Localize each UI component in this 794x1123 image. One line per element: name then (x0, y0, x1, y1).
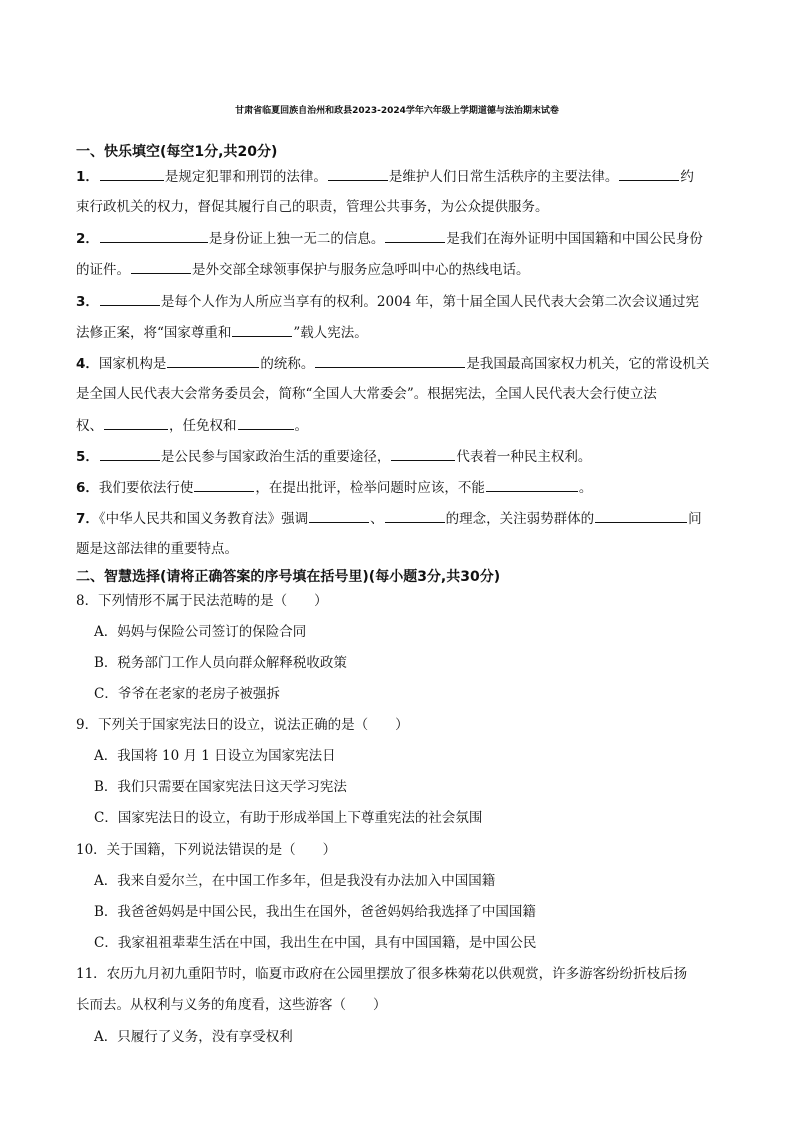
q8-option-c: C．爷爷在老家的老房子被强拆 (94, 686, 280, 702)
q1-text-a: 是规定犯罪和刑罚的法律。 (164, 169, 327, 185)
q3-text-a: 是每个人作为人所应当享有的权利。2004 年，第十届全国人民代表大会第二次会议通过宪 (160, 294, 700, 310)
q7-text-a: 《中华人民共和国义务教育法》强调 (98, 511, 309, 527)
q6-text-b: ，在提出批评，检举问题时应该，不能 (255, 480, 485, 496)
q2-text-d: 是外交部全球领事保护与服务应急呼叫中心的热线电话。 (192, 262, 530, 278)
q2-blank1 (100, 229, 208, 243)
q1-line2: 束行政机关的权力，督促其履行自己的职责，管理公共事务，为公众提供服务。 (76, 199, 549, 215)
q1-text-c: 约 (680, 169, 694, 185)
q6-line1 (76, 478, 592, 497)
q6-blank2 (486, 478, 578, 492)
q11-stem-line2: 长而去。从权利与义务的角度看，这些游客（ ） (76, 997, 387, 1013)
q7-text-d: 问 (688, 511, 702, 527)
q2-line2 (76, 260, 530, 279)
q4-text-a: 国家机构是 (98, 356, 167, 372)
q5-blank1 (100, 447, 160, 461)
q2-blank3 (131, 260, 191, 274)
q9-option-a: A．我国将 10 月 1 日设立为国家宪法日 (94, 748, 336, 764)
q4-line1 (76, 354, 709, 373)
q7-text-c: 的理念，关注弱势群体的 (445, 511, 595, 527)
q4-blank3 (104, 416, 168, 430)
q4-line2: 是全国人民代表大会常务委员会，简称“全国人大常委会”。根据宪法，全国人民代表大会行使立法 (76, 386, 657, 402)
q3-text-c: ”载人宪法。 (293, 325, 368, 341)
q5-line1 (76, 447, 591, 466)
q10-option-c: C．我家祖祖辈辈生活在中国，我出生在中国，具有中国国籍，是中国公民 (94, 935, 537, 951)
q4-blank1 (167, 354, 259, 368)
q10-stem: 10．关于国籍，下列说法错误的是（ ） (76, 842, 337, 858)
q6-number: 6． (76, 480, 99, 496)
q4-blank4 (238, 416, 294, 430)
q9-option-b: B．我们只需要在国家宪法日这天学习宪法 (94, 779, 347, 795)
q8-stem: 8．下列情形不属于民法范畴的是（ ） (76, 593, 328, 609)
q1-line1 (76, 167, 694, 186)
q4-text-b: 的统称。 (260, 356, 315, 372)
q4-text-c: 是我国最高国家权力机关，它的常设机关 (466, 356, 710, 372)
q2-number: 2． (76, 231, 99, 247)
q5-blank2 (391, 447, 455, 461)
q3-line1 (76, 292, 699, 311)
q7-blank3 (595, 509, 687, 523)
q1-text-b: 是维护人们日常生活秩序的主要法律。 (388, 169, 619, 185)
q5-text-a: 是公民参与国家政治生活的重要途径， (160, 449, 391, 465)
q7-blank2 (385, 509, 445, 523)
q7-number: 7． (76, 511, 99, 527)
q2-text-c: 的证件。 (76, 262, 130, 278)
q8-option-b: B．税务部门工作人员向群众解释税收政策 (94, 655, 347, 671)
q4-text-e: ，任免权和 (169, 418, 237, 434)
q1-blank2 (328, 167, 388, 181)
q3-blank2 (232, 323, 292, 337)
q1-blank1 (100, 167, 164, 181)
q7-blank1 (309, 509, 369, 523)
q9-stem: 9．下列关于国家宪法日的设立，说法正确的是（ ） (76, 717, 409, 733)
q5-text-b: 代表着一种民主权利。 (456, 449, 592, 465)
q4-blank2 (315, 354, 465, 368)
section2-heading: 二、智慧选择(请将正确答案的序号填在括号里)(每小题3分,共30分) (76, 569, 501, 585)
q7-text-b: 、 (370, 511, 384, 527)
q2-line1 (76, 229, 703, 248)
q3-text-b: 法修正案，将“国家尊重和 (76, 325, 232, 341)
q3-number: 3． (76, 294, 99, 310)
q9-option-c: C．国家宪法日的设立，有助于形成举国上下尊重宪法的社会氛围 (94, 810, 483, 826)
page-title: 甘肃省临夏回族自治州和政县2023-2024学年六年级上学期道德与法治期末试卷 (235, 106, 559, 116)
q4-text-f: 。 (294, 418, 308, 434)
q3-blank1 (100, 292, 160, 306)
q6-text-a: 我们要依法行使 (98, 480, 194, 496)
q2-blank2 (385, 229, 445, 243)
q3-line2 (76, 323, 368, 342)
q4-line3 (76, 416, 308, 435)
q7-line1 (76, 509, 702, 528)
q2-text-b: 是我们在海外证明中国国籍和中国公民身份 (446, 231, 703, 247)
q4-text-d: 权、 (76, 418, 103, 434)
q11-option-a: A．只履行了义务，没有享受权利 (94, 1029, 293, 1045)
q7-line2: 题是这部法律的重要特点。 (76, 541, 238, 557)
q10-option-b: B．我爸爸妈妈是中国公民，我出生在国外，爸爸妈妈给我选择了中国国籍 (94, 904, 536, 920)
q11-stem-line1: 11．农历九月初九重阳节时，临夏市政府在公园里摆放了很多株菊花以供观赏，许多游客纷纷折枝后扬 (76, 966, 688, 982)
q4-number: 4． (76, 356, 99, 372)
section1-heading: 一、快乐填空(每空1分,共20分) (76, 144, 278, 160)
q6-text-c: 。 (578, 480, 593, 496)
q6-blank1 (194, 478, 254, 492)
q5-number: 5． (76, 449, 99, 465)
q2-text-a: 是身份证上独一无二的信息。 (208, 231, 385, 247)
q1-number: 1． (76, 169, 99, 185)
q8-option-a: A．妈妈与保险公司签订的保险合同 (94, 624, 307, 640)
q1-blank3 (619, 167, 679, 181)
q10-option-a: A．我来自爱尔兰，在中国工作多年，但是我没有办法加入中国国籍 (94, 873, 496, 889)
